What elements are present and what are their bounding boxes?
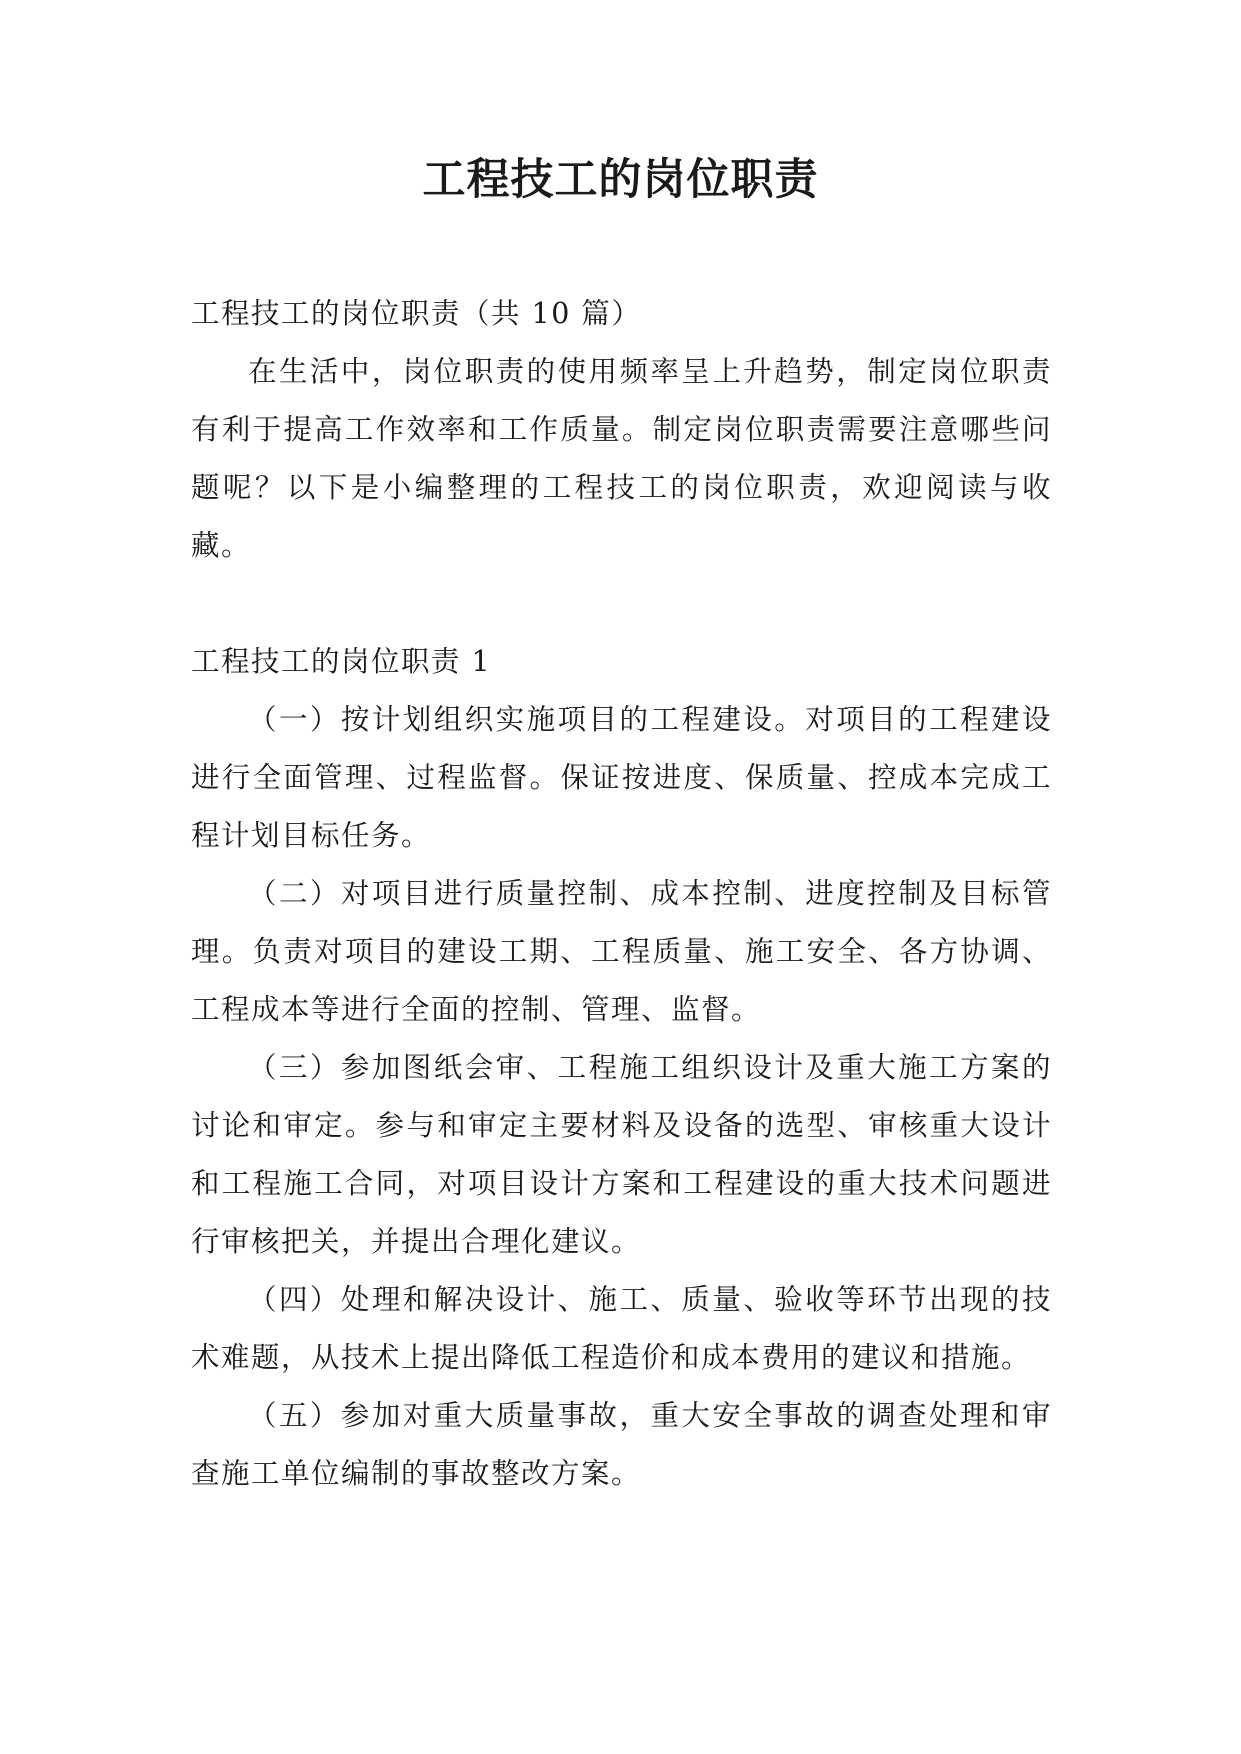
section-paragraph: （三）参加图纸会审、工程施工组织设计及重大施工方案的讨论和审定。参与和审定主要材料及设备的选型、审核重大设计和工程施工合同，对项目设计方案和工程建设的重大技术问题进行审核把关，并提出合理化建议。	[191, 1051, 1052, 1258]
document-title: 工程技工的岗位职责	[422, 155, 819, 205]
document-subtitle: 工程技工的岗位职责（共 10 篇）	[191, 297, 642, 330]
document-body	[191, 285, 1052, 1503]
section-paragraph: （一）按计划组织实施项目的工程建设。对项目的工程建设进行全面管理、过程监督。保证按进度、保质量、控成本完成工程计划目标任务。	[191, 703, 1052, 852]
section-heading: 工程技工的岗位职责 1	[191, 645, 492, 678]
intro-paragraph: 在生活中，岗位职责的使用频率呈上升趋势，制定岗位职责有利于提高工作效率和工作质量。制定岗位职责需要注意哪些问题呢？以下是小编整理的工程技工的岗位职责，欢迎阅读与收藏。	[191, 355, 1052, 562]
section-paragraph: （五）参加对重大质量事故，重大安全事故的调查处理和审查施工单位编制的事故整改方案。	[191, 1399, 1052, 1490]
section-paragraph: （二）对项目进行质量控制、成本控制、进度控制及目标管理。负责对项目的建设工期、工程质量、施工安全、各方协调、工程成本等进行全面的控制、管理、监督。	[191, 877, 1052, 1026]
section-paragraph: （四）处理和解决设计、施工、质量、验收等环节出现的技术难题，从技术上提出降低工程造价和成本费用的建议和措施。	[191, 1283, 1052, 1374]
paragraph-gap	[191, 575, 1052, 633]
